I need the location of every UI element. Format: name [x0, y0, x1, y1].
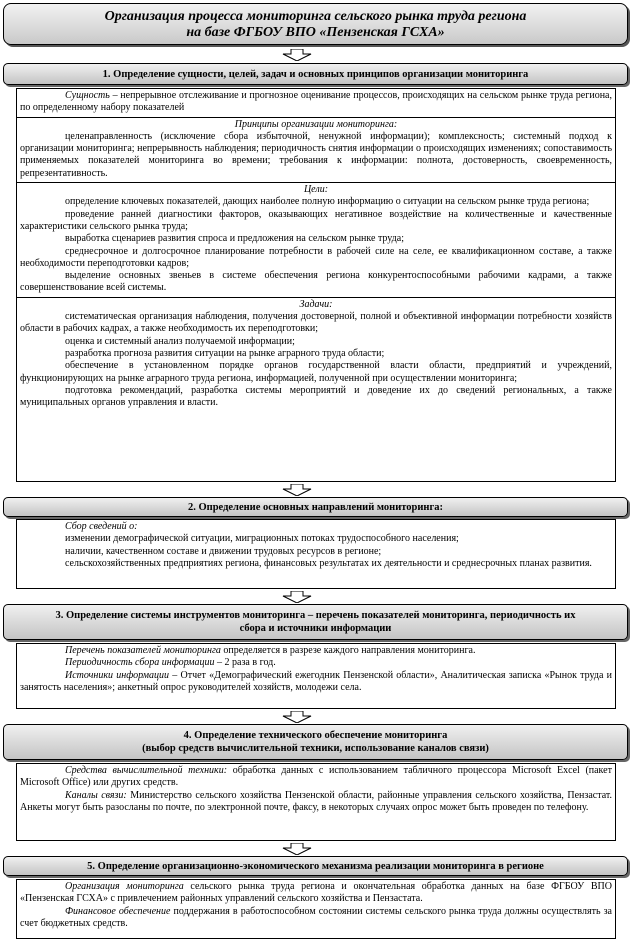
principles-title: Принципы организации мониторинга: [234, 118, 398, 130]
organization-text: сельского рынка труда региона и окончательная обработка данных на базе ФГБОУ ВПО «Пензенская ГСХА» с привлечением районных управлений сельского хозяйства и Пензастата. [20, 881, 613, 905]
arrow-down [277, 484, 317, 494]
step-5-panel [16, 879, 616, 939]
financing-text: поддержания в работоспособном состоянии системы сельского рынка труда должны осуществлять за счет бюджетных средств. [20, 905, 612, 929]
arrow-down [277, 49, 317, 59]
task-item: оценка и системный анализ получаемой информации; [65, 335, 295, 347]
period-term: Периодичность сбора информации [65, 657, 215, 669]
indicators-term: Перечень показателей мониторинга [65, 645, 221, 656]
arrow-down [277, 843, 317, 853]
title-line-2: на базе ФГБОУ ВПО «Пензенская ГСХА» [186, 25, 445, 40]
step-2-panel [16, 519, 616, 589]
step-1-header [3, 63, 628, 85]
goals-title: Цели: [303, 184, 329, 196]
organization-term: Организация мониторинга [65, 881, 184, 892]
technical-section [17, 764, 615, 816]
goals-section [17, 183, 615, 298]
channels-term: Каналы связи: [65, 789, 127, 801]
computing-text: обработка данных с использованием табличного процессора Microsoft Excel (пакет Microsoft Office) или других средств. [20, 765, 612, 789]
task-item: подготовка рекомендаций, разработка системы мероприятий и доведение их до сведений региональных, а также муниципальных органов управления и власти. [20, 384, 612, 409]
step-2-header [3, 497, 628, 517]
essence-section [17, 89, 615, 118]
step-5-header [3, 856, 628, 876]
step-4-panel [16, 763, 616, 841]
step-4-header-line-1: 4. Определение технического обеспечение мониторинга [183, 730, 448, 741]
step-4-header [3, 724, 628, 760]
task-item: обеспечение в установленном порядке органов государственной власти области, предприятий и учреждений, функционирующих на рынке аграрного труда региона, информацией, полученной при осуществлении мониторинга; [20, 360, 612, 384]
diagram-title [3, 3, 628, 45]
step-5-header-text: 5. Определение организационно-экономического механизма реализации мониторинга в регионе [87, 860, 544, 872]
arrow-down [277, 591, 317, 601]
period-text: – 2 раза в год. [214, 657, 276, 669]
step-3-panel [16, 643, 616, 709]
collect-title: Сбор сведений о: [65, 521, 138, 532]
step-4-header-line-2: (выбор средств вычислительной техники, использование каналов связи) [142, 743, 489, 754]
direction-item: наличии, качественном составе и движении трудовых ресурсов в регионе; [65, 545, 382, 557]
tasks-section [17, 298, 615, 412]
essence-text: – непрерывное отслеживание и прогнозное оценивание процессов, происходящих на сельском рынке труда региона, по определенному набору показателей [20, 90, 612, 114]
task-item: разработка прогноза развития ситуации на рынке аграрного труда области; [65, 347, 385, 359]
principles-text: целенаправленность (исключение сбора избыточной, ненужной информации); комплексность; системный подход к организации мониторинга; непрерывность наблюдения; периодичность снятия информации о происходящих изменениях; сопоставимость применяемых показателей мониторинга во времени; требования к информации: полнота, достоверность, своевременность, репрезентативность. [20, 130, 612, 179]
mechanism-section [17, 880, 615, 932]
collect-section [17, 520, 615, 572]
step-3-header-line-1: 3. Определение системы инструментов мониторинга – перечень показателей мониторинга, периодичность их [55, 610, 576, 621]
direction-item: изменении демографической ситуации, миграционных потоках трудоспособного населения; [65, 533, 459, 545]
goal-item: выделение основных звеньев в системе обеспечения региона конкурентоспособными рабочими кадрами, а также совершенствование всей системы. [20, 270, 612, 294]
channels-text: Министерство сельского хозяйства Пензенской области, районные управления сельского хозяйства, Пензастат. Анкеты могут быть разосланы по почте, по электронной почте, факсу, в некоторых случаях опрос может быть проведен по телефону. [20, 789, 613, 813]
step-1-header-text: 1. Определение сущности, целей, задач и основных принципов организации мониторинга [102, 68, 529, 80]
title-line-1: Организация процесса мониторинга сельского рынка труда региона [104, 9, 527, 24]
goal-item: определение ключевых показателей, дающих наиболее полную информацию о ситуации на сельском рынке труда региона; [65, 196, 590, 208]
arrow-down [277, 711, 317, 721]
goal-item: среднесрочное и долгосрочное планирование потребности в рабочей силе на селе, ее квалификационном составе, а также необходимости переподготовки кадров; [20, 245, 612, 269]
step-3-header-line-2: сбора и источники информации [239, 623, 392, 634]
goal-item: проведение ранней диагностики факторов, оказывающих негативное воздействие на количественные и качественные характеристики сельского рынка труда; [20, 208, 612, 232]
indicators-text: определяется в разрезе каждого направления мониторинга. [220, 645, 476, 656]
step-1-panel [16, 88, 616, 482]
tasks-title: Задачи: [299, 298, 333, 310]
sources-term: Источники информации [65, 669, 170, 681]
principles-section [17, 118, 615, 183]
financing-term: Финансовое обеспечение [65, 905, 171, 917]
goal-item: выработка сценариев развития спроса и предложения на сельском рынке труда; [65, 233, 404, 245]
tools-section [17, 644, 615, 696]
step-3-header [3, 604, 628, 640]
direction-item: сельскохозяйственных предприятиях региона, финансовых результатах их деятельности и среднесрочных планах развития. [65, 557, 592, 569]
computing-term: Средства вычислительной техники: [65, 765, 228, 776]
sources-text: – Отчет «Демографический ежегодник Пензенской области», Аналитическая записка «Рынок труда и занятость населения»; анкетный опрос руководителей хозяйств, молодежи села. [20, 669, 612, 693]
step-2-header-text: 2. Определение основных направлений мониторинга: [188, 501, 443, 513]
task-item: систематическая организация наблюдения, получения достоверной, полной и объективной информации потребности хозяйств области в рабочих кадрах, а также необходимость их переподготовки; [20, 311, 612, 335]
essence-term: Сущность [65, 90, 110, 101]
